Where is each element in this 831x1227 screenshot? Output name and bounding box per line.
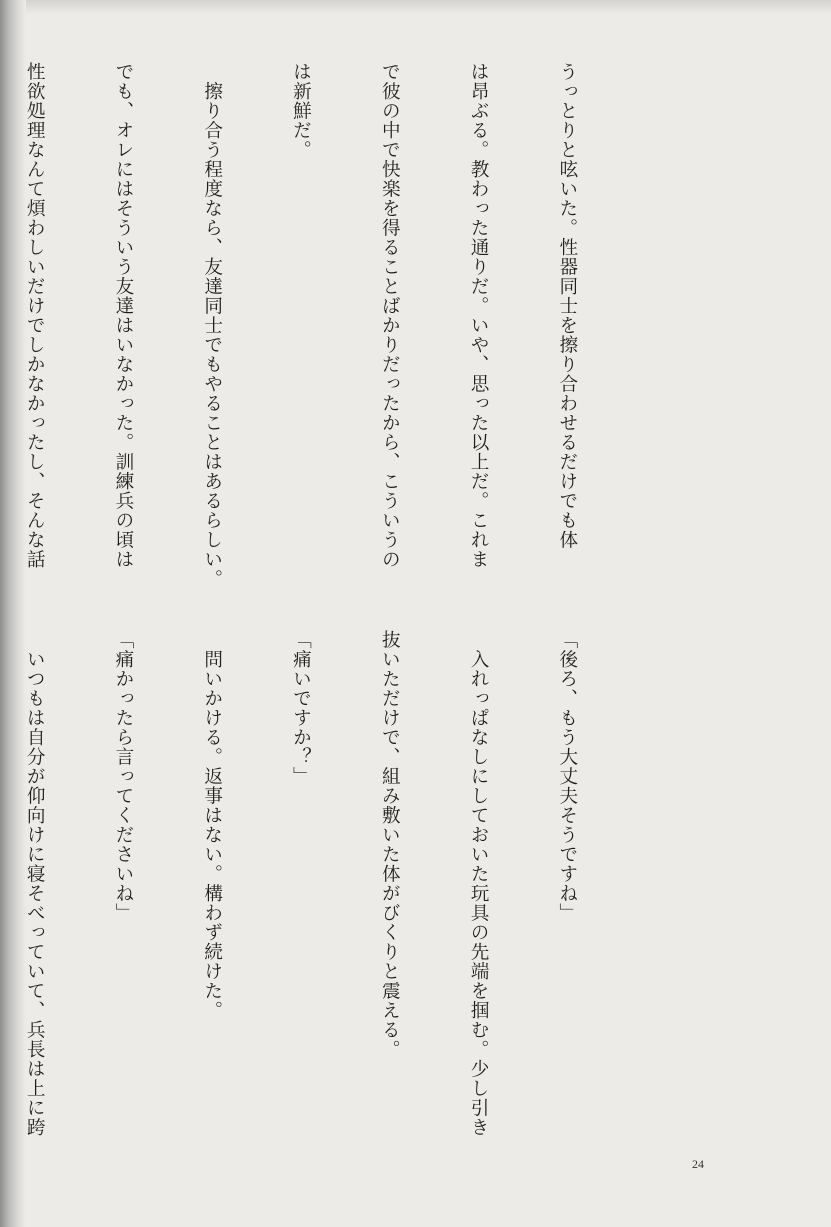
text-line: 抜いただけで、組み敷いた体がびくりと震える。 — [379, 630, 401, 1059]
lower-text-block — [0, 630, 641, 1170]
text-line: 「後ろ、もう大丈夫そうですね」 — [556, 630, 578, 923]
text-line: 入れっぱなしにしておいた玩具の先端を掴む。少し引き — [468, 630, 490, 1137]
text-line: うっとりと呟いた。性器同士を擦り合わせるだけでも体 — [556, 62, 578, 550]
text-line: 性欲処理なんて煩わしいだけでしかなかったし、そんな話 — [24, 62, 46, 569]
text-line: 擦り合う程度なら、友達同士でもやることはあるらしい。 — [201, 62, 223, 589]
page-number: 24 — [692, 1157, 704, 1171]
text-line: いつもは自分が仰向けに寝そべっていて、兵長は上に跨 — [24, 630, 46, 1137]
text-line: 「痛いですか？」 — [290, 630, 312, 786]
text-line: で彼の中で快楽を得ることばかりだったから、こういうの — [379, 62, 401, 569]
upper-text-block — [0, 62, 641, 602]
page-top-shadow — [0, 0, 831, 14]
text-line: でも、オレにはそういう友達はいなかった。訓練兵の頃は — [112, 62, 134, 569]
text-line: 「痛かったら言ってくださいね」 — [112, 630, 134, 923]
text-line: は昂ぶる。教わった通りだ。いや、思った以上だ。これま — [468, 62, 490, 569]
text-line: は新鮮だ。 — [290, 62, 312, 160]
text-line: 問いかける。返事はない。構わず続けた。 — [201, 630, 223, 1020]
